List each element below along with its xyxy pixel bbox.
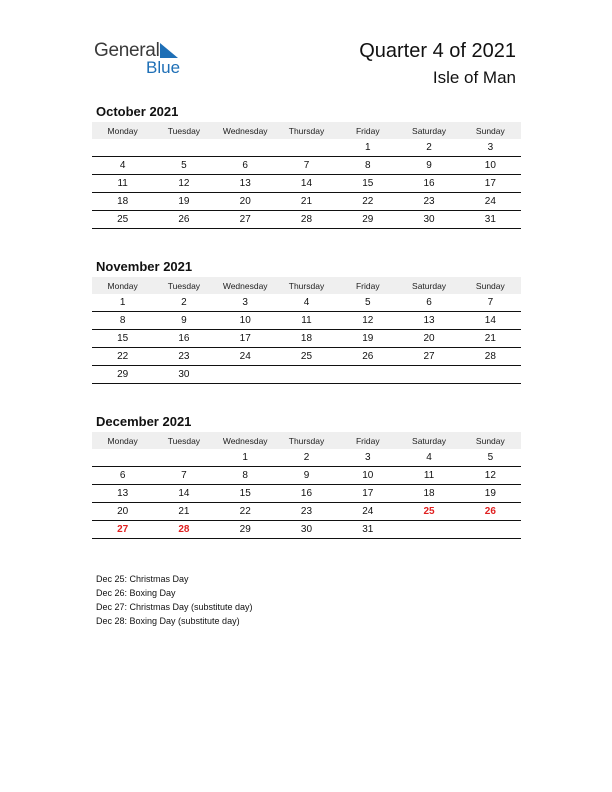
day-cell: 27 [215, 211, 276, 229]
weekday-header: Sunday [460, 432, 521, 449]
day-cell: 12 [337, 312, 398, 330]
day-cell: 4 [398, 449, 459, 467]
empty-day-cell [398, 366, 459, 384]
day-cell: 14 [276, 175, 337, 193]
empty-day-cell [460, 366, 521, 384]
day-cell: 2 [276, 449, 337, 467]
day-cell: 25 [398, 503, 459, 521]
empty-day-cell [215, 366, 276, 384]
day-cell: 16 [398, 175, 459, 193]
logo-word-general: General [94, 40, 160, 61]
holiday-note: Dec 28: Boxing Day (substitute day) [96, 616, 240, 626]
day-cell: 2 [153, 294, 214, 312]
day-cell: 16 [276, 485, 337, 503]
month-november [92, 259, 521, 384]
page-title: Quarter 4 of 2021 [359, 40, 516, 62]
day-cell: 13 [215, 175, 276, 193]
empty-day-cell [215, 139, 276, 157]
weekday-header: Tuesday [153, 122, 214, 139]
day-cell: 12 [153, 175, 214, 193]
day-cell: 10 [460, 157, 521, 175]
day-cell: 1 [215, 449, 276, 467]
day-cell: 7 [460, 294, 521, 312]
day-cell: 19 [460, 485, 521, 503]
weekday-header: Saturday [398, 122, 459, 139]
weekday-header: Thursday [276, 122, 337, 139]
day-cell: 4 [92, 157, 153, 175]
day-cell: 28 [460, 348, 521, 366]
week-row [92, 503, 521, 521]
holiday-note: Dec 25: Christmas Day [96, 574, 189, 584]
day-cell: 20 [398, 330, 459, 348]
day-cell: 26 [460, 503, 521, 521]
day-cell: 6 [92, 467, 153, 485]
month-december [92, 414, 521, 539]
weekday-header: Monday [92, 122, 153, 139]
day-cell: 31 [460, 211, 521, 229]
day-cell: 27 [92, 521, 153, 539]
day-cell: 24 [460, 193, 521, 211]
day-cell: 25 [276, 348, 337, 366]
day-cell: 28 [153, 521, 214, 539]
day-cell: 7 [153, 467, 214, 485]
day-cell: 20 [215, 193, 276, 211]
day-cell: 9 [153, 312, 214, 330]
day-cell: 3 [215, 294, 276, 312]
weekday-header: Sunday [460, 277, 521, 294]
holiday-note: Dec 26: Boxing Day [96, 588, 176, 598]
week-row [92, 139, 521, 157]
empty-day-cell [92, 449, 153, 467]
week-row [92, 521, 521, 539]
day-cell: 2 [398, 139, 459, 157]
day-cell: 23 [276, 503, 337, 521]
week-row [92, 348, 521, 366]
day-cell: 8 [337, 157, 398, 175]
day-cell: 21 [460, 330, 521, 348]
day-cell: 15 [92, 330, 153, 348]
weekday-header: Wednesday [215, 432, 276, 449]
day-cell: 14 [460, 312, 521, 330]
weekday-header: Tuesday [153, 432, 214, 449]
day-cell: 10 [337, 467, 398, 485]
day-cell: 19 [153, 193, 214, 211]
weekday-header: Thursday [276, 432, 337, 449]
day-cell: 3 [460, 139, 521, 157]
week-row [92, 366, 521, 384]
week-row [92, 449, 521, 467]
day-cell: 28 [276, 211, 337, 229]
weekday-header: Saturday [398, 432, 459, 449]
week-row [92, 312, 521, 330]
weekday-header: Wednesday [215, 277, 276, 294]
month-october [92, 104, 521, 229]
weekday-header: Tuesday [153, 277, 214, 294]
day-cell: 1 [337, 139, 398, 157]
day-cell: 5 [153, 157, 214, 175]
day-cell: 4 [276, 294, 337, 312]
weekday-header-row [92, 432, 521, 449]
empty-day-cell [153, 449, 214, 467]
day-cell: 5 [460, 449, 521, 467]
day-cell: 1 [92, 294, 153, 312]
day-cell: 22 [215, 503, 276, 521]
logo-triangle-icon [160, 43, 180, 59]
month-title: October 2021 [96, 104, 179, 119]
weekday-header-row [92, 122, 521, 139]
day-cell: 18 [276, 330, 337, 348]
day-cell: 25 [92, 211, 153, 229]
month-title: November 2021 [96, 259, 193, 274]
weekday-header: Friday [337, 122, 398, 139]
day-cell: 17 [460, 175, 521, 193]
empty-day-cell [276, 366, 337, 384]
month-calendar-table [92, 122, 521, 229]
day-cell: 24 [215, 348, 276, 366]
day-cell: 26 [337, 348, 398, 366]
weekday-header: Friday [337, 432, 398, 449]
day-cell: 11 [92, 175, 153, 193]
week-row [92, 467, 521, 485]
day-cell: 17 [215, 330, 276, 348]
day-cell: 29 [92, 366, 153, 384]
weekday-header-row [92, 277, 521, 294]
day-cell: 30 [153, 366, 214, 384]
day-cell: 5 [337, 294, 398, 312]
week-row [92, 485, 521, 503]
day-cell: 9 [276, 467, 337, 485]
day-cell: 13 [398, 312, 459, 330]
day-cell: 18 [398, 485, 459, 503]
empty-day-cell [460, 521, 521, 539]
week-row [92, 294, 521, 312]
month-calendar-table [92, 277, 521, 384]
weekday-header: Monday [92, 277, 153, 294]
brand-logo [94, 40, 194, 80]
day-cell: 10 [215, 312, 276, 330]
day-cell: 15 [337, 175, 398, 193]
holiday-note: Dec 27: Christmas Day (substitute day) [96, 602, 253, 612]
day-cell: 26 [153, 211, 214, 229]
day-cell: 21 [276, 193, 337, 211]
day-cell: 11 [398, 467, 459, 485]
day-cell: 29 [215, 521, 276, 539]
day-cell: 15 [215, 485, 276, 503]
month-calendar-table [92, 432, 521, 539]
day-cell: 9 [398, 157, 459, 175]
day-cell: 21 [153, 503, 214, 521]
day-cell: 18 [92, 193, 153, 211]
week-row [92, 175, 521, 193]
week-row [92, 157, 521, 175]
day-cell: 19 [337, 330, 398, 348]
day-cell: 29 [337, 211, 398, 229]
day-cell: 11 [276, 312, 337, 330]
day-cell: 20 [92, 503, 153, 521]
weekday-header: Sunday [460, 122, 521, 139]
day-cell: 7 [276, 157, 337, 175]
empty-day-cell [337, 366, 398, 384]
day-cell: 23 [398, 193, 459, 211]
empty-day-cell [276, 139, 337, 157]
day-cell: 14 [153, 485, 214, 503]
empty-day-cell [92, 139, 153, 157]
day-cell: 8 [215, 467, 276, 485]
day-cell: 13 [92, 485, 153, 503]
day-cell: 8 [92, 312, 153, 330]
day-cell: 22 [92, 348, 153, 366]
day-cell: 30 [276, 521, 337, 539]
weekday-header: Saturday [398, 277, 459, 294]
month-title: December 2021 [96, 414, 192, 429]
day-cell: 22 [337, 193, 398, 211]
day-cell: 6 [215, 157, 276, 175]
weekday-header: Friday [337, 277, 398, 294]
day-cell: 31 [337, 521, 398, 539]
day-cell: 30 [398, 211, 459, 229]
weekday-header: Wednesday [215, 122, 276, 139]
day-cell: 3 [337, 449, 398, 467]
week-row [92, 330, 521, 348]
page-subtitle: Isle of Man [432, 68, 516, 87]
day-cell: 6 [398, 294, 459, 312]
day-cell: 23 [153, 348, 214, 366]
day-cell: 16 [153, 330, 214, 348]
week-row [92, 193, 521, 211]
day-cell: 24 [337, 503, 398, 521]
weekday-header: Thursday [276, 277, 337, 294]
logo-word-blue: Blue [146, 58, 181, 77]
day-cell: 17 [337, 485, 398, 503]
empty-day-cell [153, 139, 214, 157]
holiday-notes [96, 572, 253, 628]
day-cell: 12 [460, 467, 521, 485]
day-cell: 27 [398, 348, 459, 366]
empty-day-cell [398, 521, 459, 539]
week-row [92, 211, 521, 229]
weekday-header: Monday [92, 432, 153, 449]
